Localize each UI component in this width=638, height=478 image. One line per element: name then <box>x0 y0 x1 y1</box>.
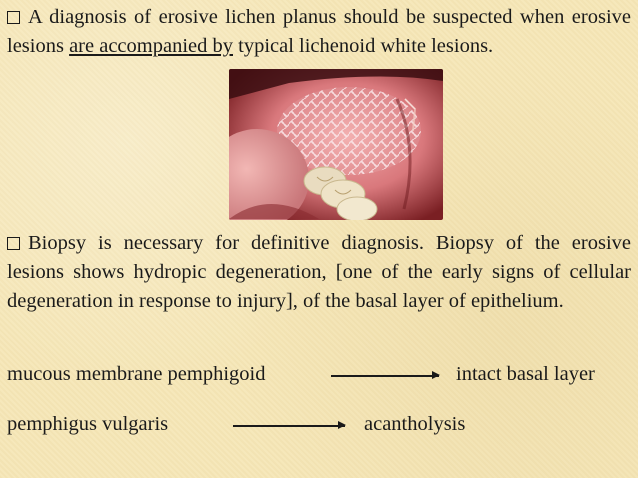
bullet-paragraph-biopsy <box>7 229 631 316</box>
biopsy-text: Biopsy is necessary for definitive diagnosis. Biopsy of the erosive lesions shows hydropic degeneration, [one of the early signs of cellular degeneration in response to injury], of the basal layer of epithelium. <box>7 232 631 312</box>
relation-left-pemphigus: pemphigus vulgaris <box>7 413 169 435</box>
diagnosis-text-start: A diagnosis of erosive lichen planus should be suspected when erosive lesions <box>7 6 631 57</box>
arrow-right-icon <box>233 425 345 427</box>
relation-right-acantholysis: acantholysis <box>364 413 466 435</box>
clinical-photo <box>229 69 443 220</box>
checkbox-bullet-icon <box>7 11 20 24</box>
checkbox-bullet-icon <box>7 237 20 250</box>
bullet-paragraph-diagnosis <box>7 3 631 61</box>
diagnosis-text-end: typical lichenoid white lesions. <box>233 35 494 57</box>
relation-left-pemphigoid: mucous membrane pemphigoid <box>7 363 266 385</box>
relation-right-basal-layer: intact basal layer <box>456 363 595 385</box>
arrow-right-icon <box>331 375 439 377</box>
diagnosis-text-underlined: are accompanied by <box>69 35 233 57</box>
